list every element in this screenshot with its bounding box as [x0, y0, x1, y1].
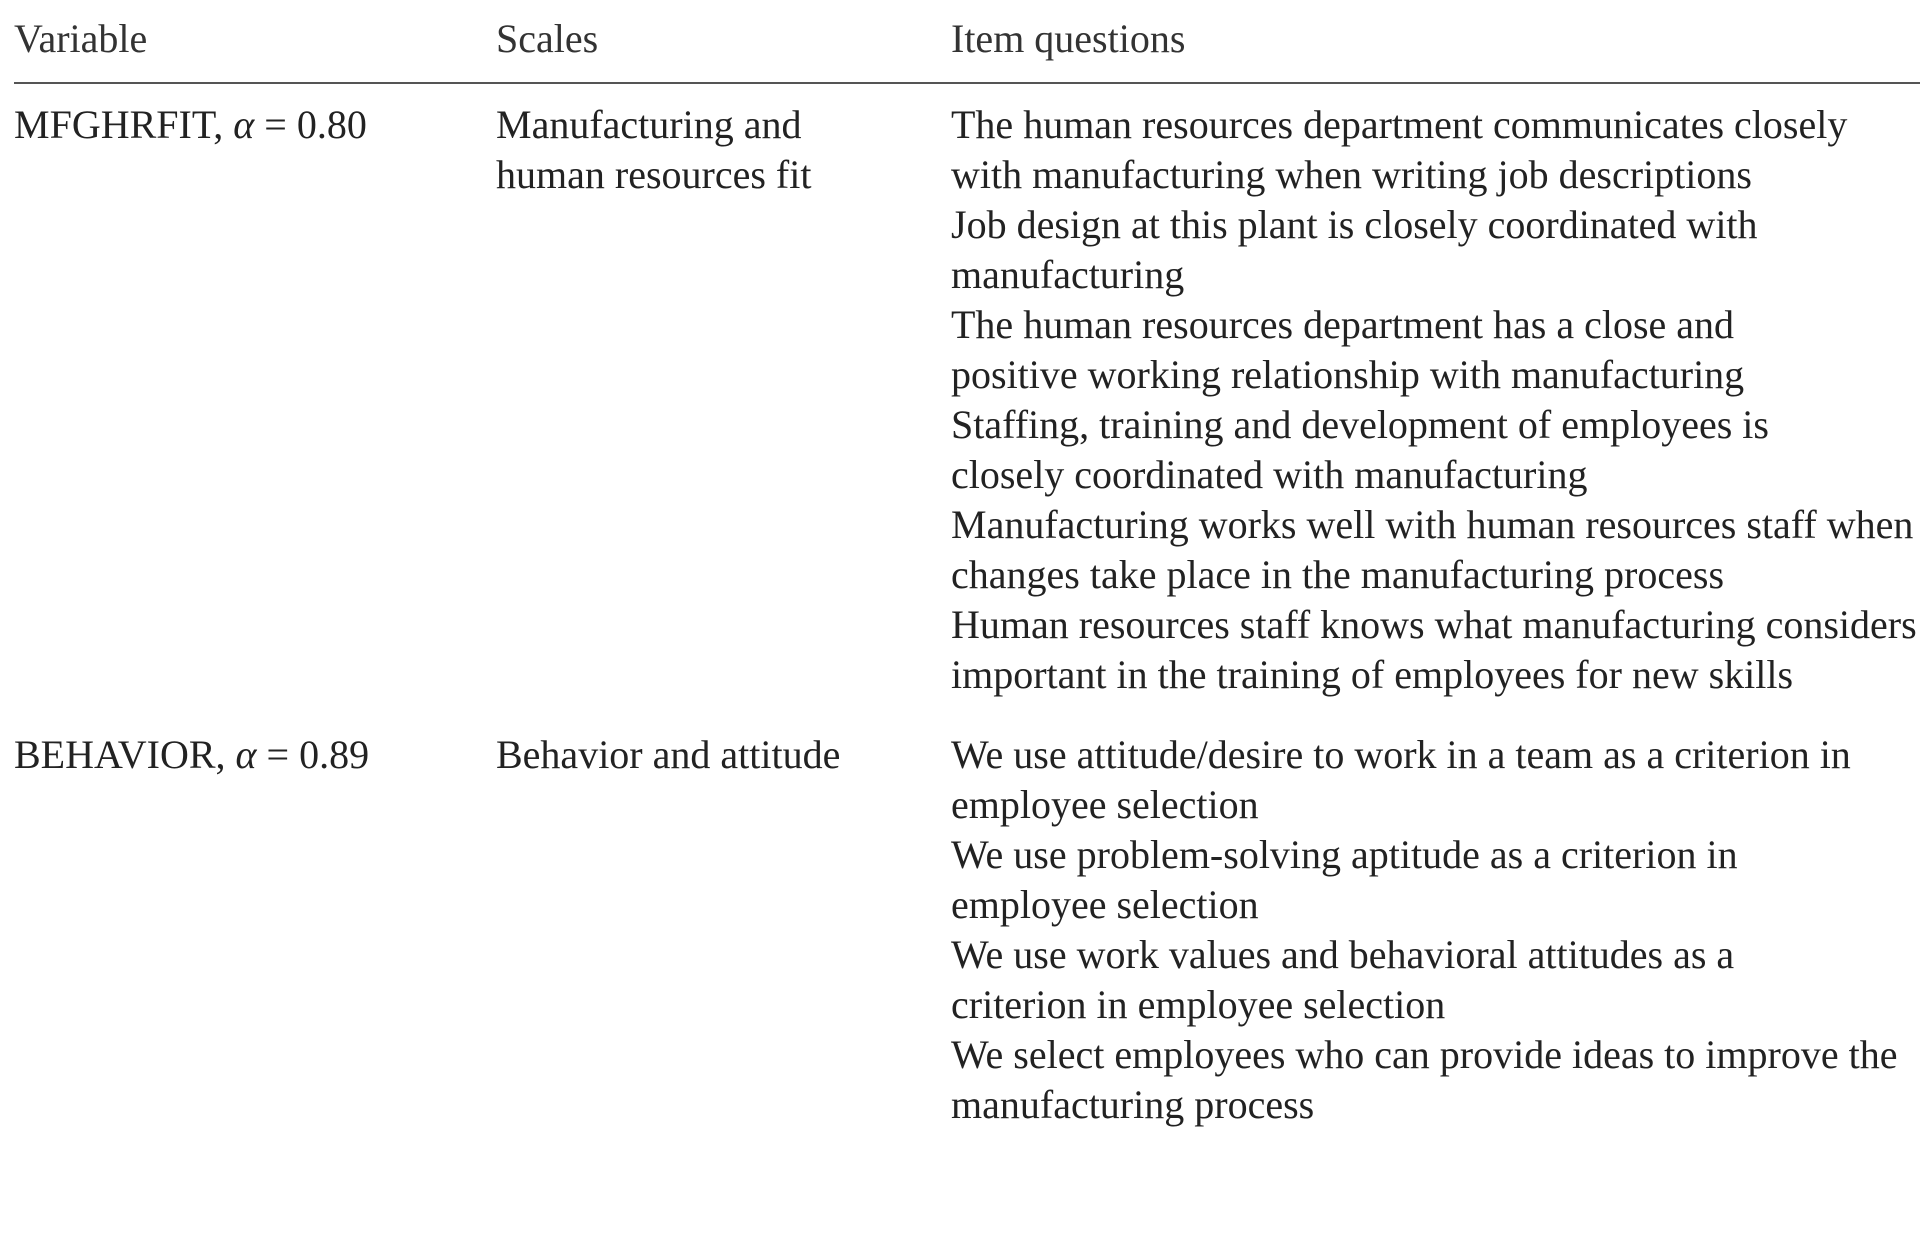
alpha-value: = 0.89: [266, 732, 370, 777]
item-question: The human resources department has a close and positive working relationship with manufacturing: [951, 302, 1745, 397]
header-scales: Scales: [496, 16, 599, 61]
item-question: We use work values and behavioral attitudes as a criterion in employee selection: [951, 932, 1735, 1027]
alpha-symbol: α: [235, 732, 257, 777]
table-row: [14, 730, 1920, 1130]
header-rule: [14, 82, 1920, 84]
scale-items-table: [14, 14, 1920, 1130]
scale-cell: [496, 730, 951, 780]
variable-cell: [14, 730, 496, 780]
item-question: The human resources department communicates closely with manufacturing when writing job descriptions: [951, 102, 1848, 197]
table-header: [14, 14, 1920, 70]
item-question: Human resources staff knows what manufacturing considers important in the training of employees for new skills: [951, 602, 1917, 697]
item-question: Manufacturing works well with human resources staff when changes take place in the manufacturing process: [951, 502, 1914, 597]
items-cell: [951, 100, 1920, 700]
item-question: We select employees who can provide ideas to improve the manufacturing process: [951, 1032, 1898, 1127]
items-cell: [951, 730, 1920, 1130]
alpha-symbol: α: [233, 102, 255, 147]
scale-label: Manufacturing and human resources fit: [496, 102, 812, 197]
scale-label: Behavior and attitude: [496, 732, 841, 777]
item-question: Job design at this plant is closely coordinated with manufacturing: [951, 202, 1758, 297]
variable-name: MFGHRFIT,: [14, 102, 224, 147]
scale-cell: [496, 100, 951, 200]
variable-name: BEHAVIOR,: [14, 732, 226, 777]
item-question: We use problem-solving aptitude as a criterion in employee selection: [951, 832, 1738, 927]
item-question: We use attitude/desire to work in a team as a criterion in employee selection: [951, 732, 1851, 827]
alpha-value: = 0.80: [264, 102, 367, 147]
header-item-questions: Item questions: [951, 16, 1186, 61]
header-variable: Variable: [14, 16, 148, 61]
table-row: [14, 100, 1920, 700]
variable-cell: [14, 100, 496, 150]
item-question: Staffing, training and development of employees is closely coordinated with manufacturing: [951, 402, 1769, 497]
